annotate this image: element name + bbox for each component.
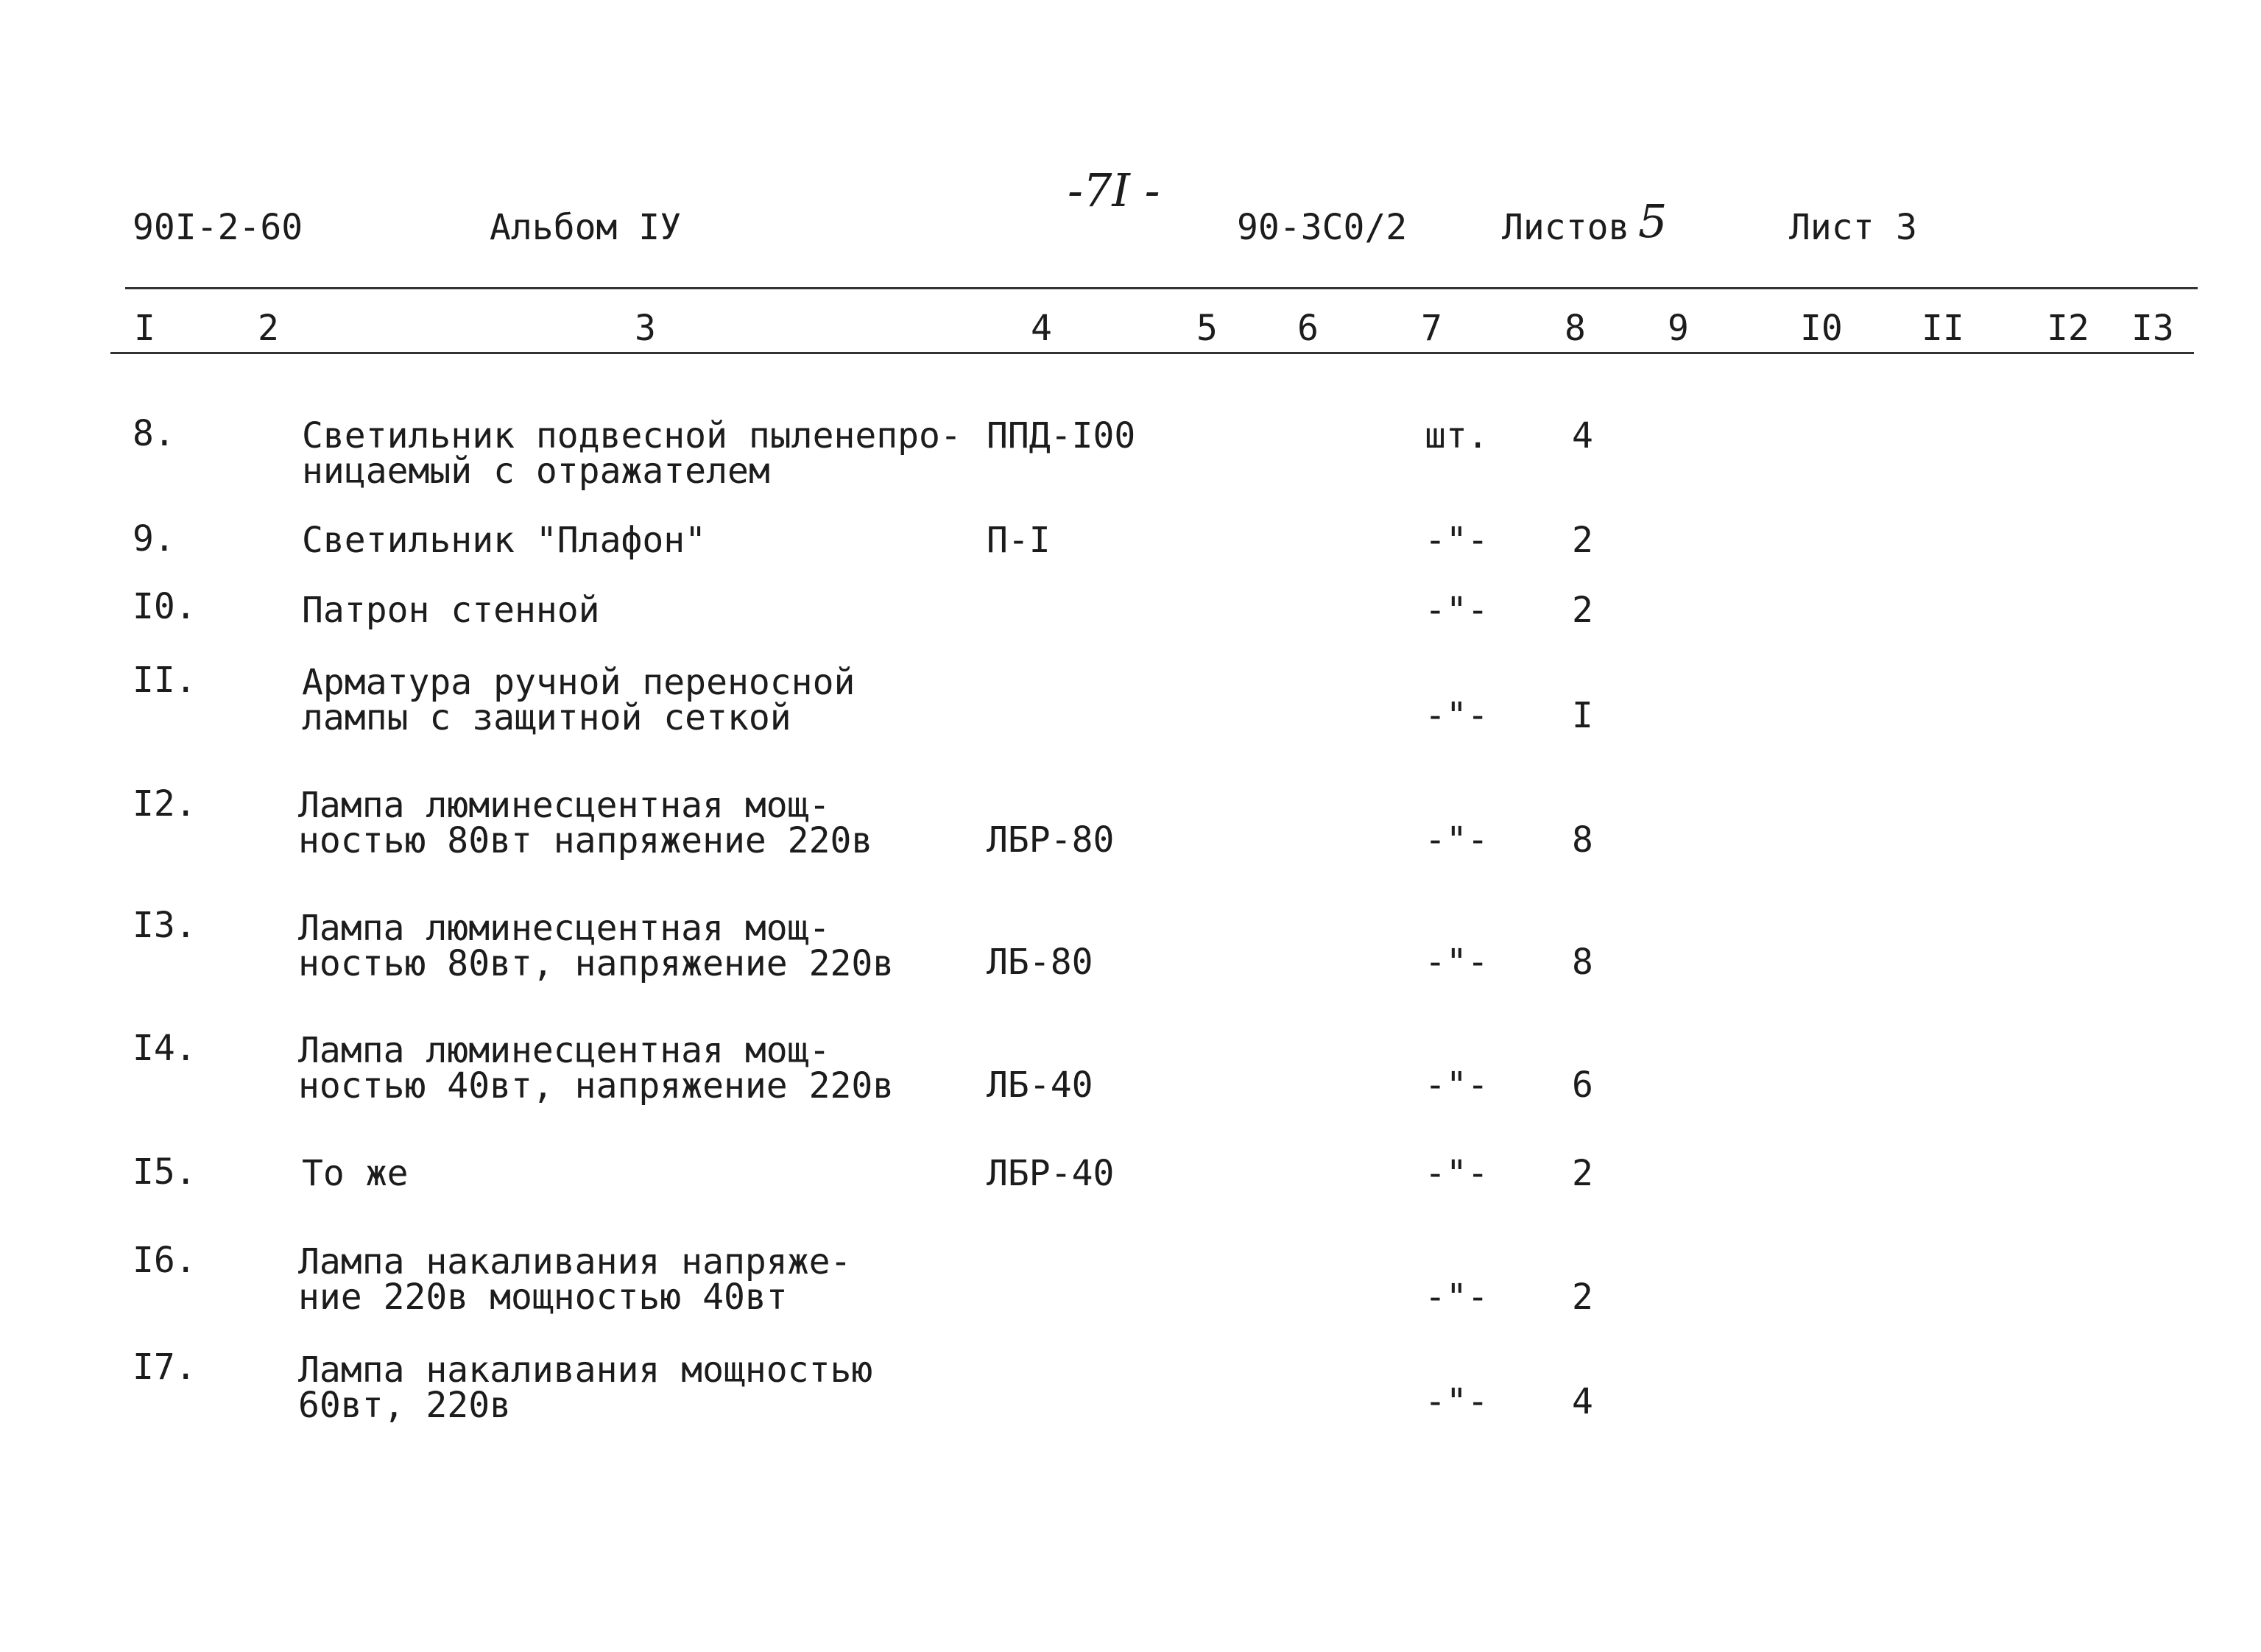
item-quantity: 2	[1572, 1153, 1593, 1194]
column-number: 4	[1031, 308, 1052, 349]
row-number: 9.	[133, 518, 175, 560]
row-number: I7.	[133, 1346, 197, 1388]
row-number: I6.	[133, 1240, 197, 1281]
page-number: -7I -	[1068, 163, 1160, 217]
item-unit: -"-	[1425, 695, 1489, 736]
item-name: То же	[302, 1153, 409, 1194]
column-number: 6	[1297, 308, 1319, 349]
item-quantity: I	[1572, 695, 1593, 736]
item-type: ЛБР-80	[987, 819, 1115, 861]
item-unit: -"-	[1425, 1381, 1489, 1422]
header-top-rule	[125, 287, 2198, 289]
spec-code: 90-3C0/2	[1237, 207, 1408, 248]
column-number: 8	[1565, 308, 1586, 349]
item-name: Светильник подвесной пыленепро- ницаемый с отражателем	[302, 415, 962, 492]
item-quantity: 6	[1572, 1065, 1593, 1106]
row-number: I4.	[133, 1028, 197, 1069]
item-type: ЛБ-40	[987, 1065, 1093, 1106]
row-number: I3.	[133, 905, 197, 946]
sheet-label: Лист	[1789, 207, 1874, 248]
item-unit: шт.	[1425, 415, 1489, 456]
item-name: Патрон стенной	[302, 590, 600, 631]
sheets-label: Листов	[1502, 207, 1630, 248]
item-name: Лампа накаливания напряже- ние 220в мощностью 40вт	[298, 1241, 852, 1318]
item-quantity: 4	[1572, 415, 1593, 456]
item-name: Лампа накаливания мощностью 60вт, 220в	[298, 1349, 873, 1426]
column-number: II	[1922, 308, 1964, 349]
column-number: 5	[1196, 308, 1218, 349]
column-number: I0	[1800, 308, 1843, 349]
sheet-value: 3	[1896, 207, 1917, 248]
row-number: I0.	[133, 586, 197, 627]
column-number: I	[134, 308, 155, 349]
item-unit: -"-	[1425, 1277, 1489, 1318]
document-code: 90I-2-60	[133, 207, 303, 248]
column-number: 3	[635, 308, 656, 349]
item-name: Арматура ручной переносной лампы с защитной сеткой	[302, 662, 856, 738]
column-number: I2	[2047, 308, 2089, 349]
item-type: ЛБР-40	[987, 1153, 1115, 1194]
item-type: ППД-I00	[987, 415, 1136, 456]
row-number: I2.	[133, 783, 197, 825]
sheets-value: 5	[1638, 194, 1668, 248]
item-unit: -"-	[1425, 942, 1489, 983]
item-name: Лампа люминесцентная мощ- ностью 40вт, напряжение 220в	[298, 1030, 895, 1106]
row-number: 8.	[133, 413, 175, 454]
column-number: 2	[258, 308, 279, 349]
item-quantity: 2	[1572, 590, 1593, 631]
item-quantity: 8	[1572, 942, 1593, 983]
item-type: П-I	[987, 520, 1051, 561]
item-quantity: 2	[1572, 520, 1593, 561]
item-unit: -"-	[1425, 590, 1489, 631]
item-quantity: 4	[1572, 1381, 1593, 1422]
column-number: I3	[2131, 308, 2174, 349]
row-number: I5.	[133, 1151, 197, 1193]
item-name: Лампа люминесцентная мощ- ностью 80вт, напряжение 220в	[298, 908, 895, 984]
column-number: 9	[1668, 308, 1689, 349]
column-number: 7	[1421, 308, 1442, 349]
album-label: Альбом IУ	[490, 207, 682, 248]
item-name: Лампа люминесцентная мощ- ностью 80вт напряжение 220в	[298, 785, 873, 861]
item-quantity: 8	[1572, 819, 1593, 861]
item-name: Светильник "Плафон"	[302, 520, 707, 561]
item-type: ЛБ-80	[987, 942, 1093, 983]
item-unit: -"-	[1425, 520, 1489, 561]
item-unit: -"-	[1425, 1153, 1489, 1194]
row-number: II.	[133, 660, 197, 701]
item-unit: -"-	[1425, 819, 1489, 861]
item-unit: -"-	[1425, 1065, 1489, 1106]
header-bottom-rule	[110, 352, 2194, 354]
item-quantity: 2	[1572, 1277, 1593, 1318]
